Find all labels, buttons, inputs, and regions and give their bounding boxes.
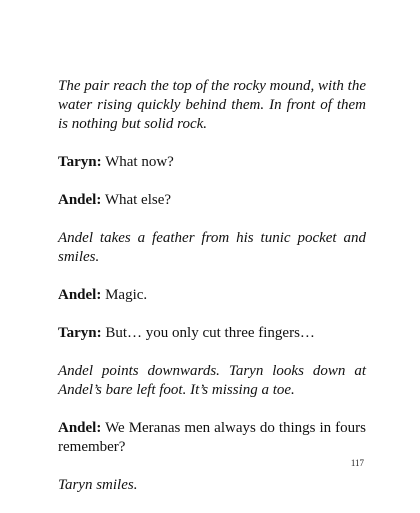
speaker-name: Taryn: [58,325,102,341]
direction-text: Andel takes a feather from his tunic pocket and smiles. [58,230,366,265]
dialogue-text: What else? [101,192,172,208]
direction-text: Taryn smiles. [58,477,138,493]
speaker-name: Taryn: [58,154,102,170]
dialogue-text: What now? [101,154,174,170]
stage-direction [58,77,366,134]
speaker-name: Andel: [58,192,102,208]
direction-text: The pair reach the top of the rocky mound, with the water rising quickly behind them. In front of them is nothing but solid rock. [58,78,366,132]
dialogue-line [58,153,366,172]
dialogue-line [58,286,366,305]
speaker-name: Andel: [58,287,102,303]
dialogue-text: Magic. [101,287,148,303]
dialogue-text: But… you only cut three fingers… [101,325,315,341]
dialogue-line [58,191,366,210]
speaker-name: Andel: [58,420,102,436]
dialogue-text: We Meranas men always do things in fours remember? [58,420,366,455]
page-number: 117 [350,458,364,468]
stage-direction [58,362,366,400]
direction-text: Andel points downwards. Taryn looks down at Andel’s bare left foot. It’s missing a toe. [58,363,366,398]
dialogue-line [58,419,366,457]
stage-direction [58,476,366,495]
stage-direction [58,229,366,267]
dialogue-line [58,324,366,343]
script-text [58,77,366,495]
